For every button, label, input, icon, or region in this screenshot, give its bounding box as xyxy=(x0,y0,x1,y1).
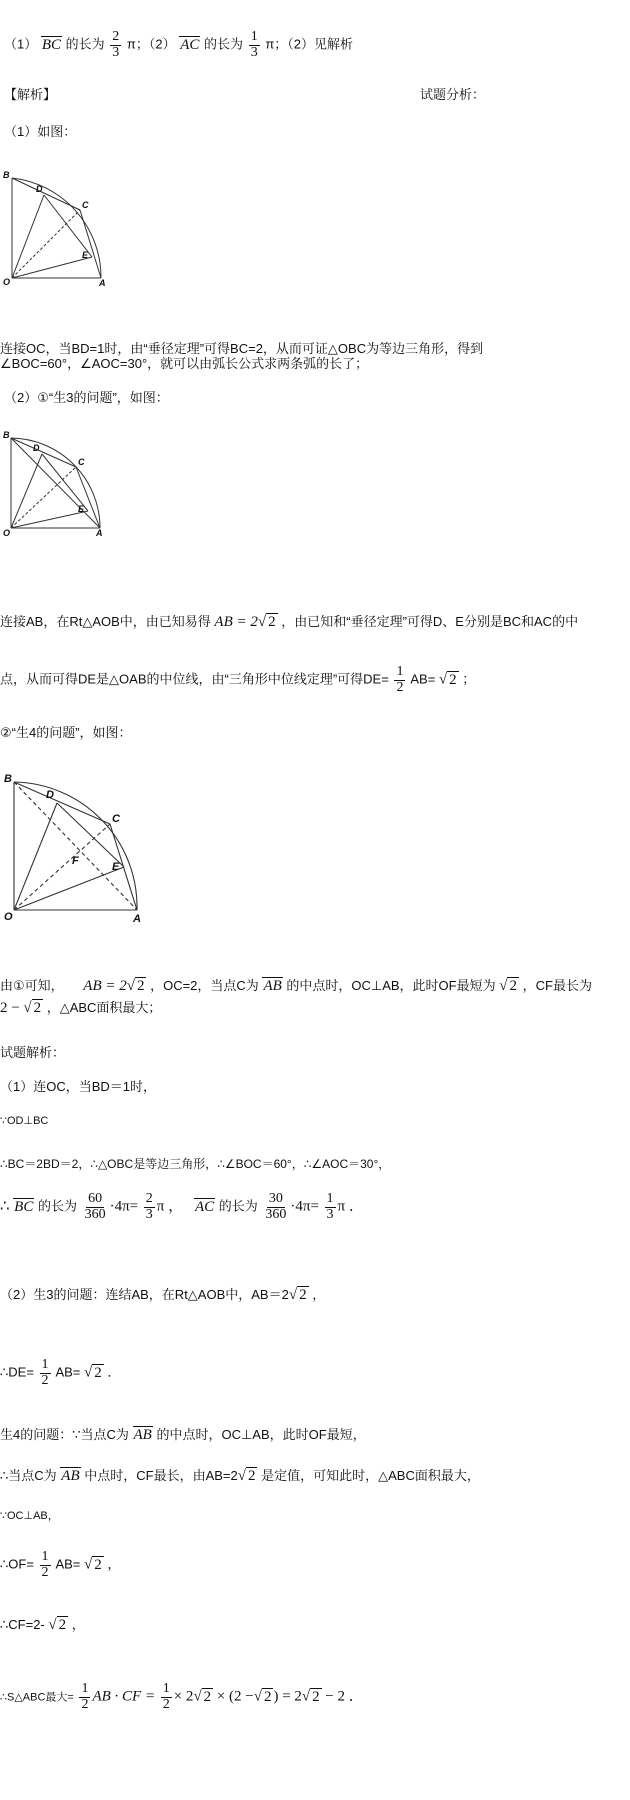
math: 2 − xyxy=(0,1000,20,1016)
part2-intro: （2）①“生3的问题”，如图： xyxy=(4,390,169,405)
math-ab: AB = 2 xyxy=(83,978,127,994)
arc-ac: AC xyxy=(194,1198,215,1215)
math: AB · CF = xyxy=(92,1688,156,1705)
text: 的长为 xyxy=(37,1198,77,1214)
sqrt: √ 2 xyxy=(237,1468,256,1484)
label-b: B xyxy=(3,170,10,180)
frac-num: 1 xyxy=(396,664,404,679)
text: ∴S△ABC最大= xyxy=(0,1691,74,1704)
line-oe xyxy=(14,867,124,910)
frac-num: 60 xyxy=(88,1191,103,1206)
label-o: O xyxy=(3,277,11,287)
frac-den: 3 xyxy=(112,44,120,60)
text: ∴DE= xyxy=(0,1364,34,1380)
line-ca xyxy=(80,210,101,278)
frac-num: 1 xyxy=(326,1191,334,1206)
part3-intro: ②“生4的问题”，如图： xyxy=(0,725,132,740)
radicand: 2 xyxy=(136,978,145,994)
fraction xyxy=(79,1682,90,1712)
fraction xyxy=(161,1682,172,1712)
label-e: E xyxy=(112,861,120,873)
frac-num: 2 xyxy=(145,1191,153,1206)
sol-line-5 xyxy=(0,1284,325,1304)
sol-line-9: ∵OC⊥AB， xyxy=(0,1510,59,1522)
text: ，CF最长为 xyxy=(522,978,592,993)
text: AB= xyxy=(55,1364,81,1380)
radicand: 2 xyxy=(263,1688,272,1705)
sqrt: √ 2 xyxy=(126,978,145,994)
text: ∴OF= xyxy=(0,1556,34,1572)
radicand: 2 xyxy=(312,1688,320,1705)
text: AB= xyxy=(55,1556,81,1572)
frac-num: 1 xyxy=(81,1681,89,1696)
fraction xyxy=(263,1192,288,1222)
line-oc-dashed xyxy=(11,467,76,528)
frac-den: 2 xyxy=(41,1372,49,1388)
text: ． xyxy=(107,1364,121,1380)
answer-line xyxy=(4,30,353,60)
line-bc xyxy=(12,178,80,210)
label-o: O xyxy=(3,528,11,538)
part1-intro: （1）如图： xyxy=(4,124,77,139)
part3-line2 xyxy=(0,997,161,1017)
arc-bc: BC xyxy=(41,36,62,53)
frac-den: 360 xyxy=(265,1206,287,1222)
sol-line-8 xyxy=(0,1465,480,1485)
label-a: A xyxy=(96,528,103,538)
figure-1 xyxy=(0,168,110,288)
arc-ab xyxy=(12,178,101,278)
sol-line-1: （1）连OC，当BD＝1时， xyxy=(0,1079,157,1094)
sqrt: √ 2 xyxy=(253,1688,272,1705)
radicand: 2 xyxy=(203,1688,212,1705)
text: ，△ABC面积最大； xyxy=(46,1000,162,1015)
arc-bc: BC xyxy=(14,1198,34,1215)
radicand: 2 xyxy=(33,1000,42,1016)
label-b: B xyxy=(3,430,10,440)
line-ca xyxy=(76,467,100,528)
math-ab: AB = 2 xyxy=(214,614,258,630)
math: π ， xyxy=(156,1198,184,1215)
math: ·4π= xyxy=(290,1198,319,1215)
part2-line1 xyxy=(0,611,578,631)
answer-text: π；（2）见解析 xyxy=(265,36,354,52)
sqrt: √ 2 xyxy=(288,1287,307,1303)
text: 生4的问题：∵当点C为 xyxy=(0,1427,129,1442)
math: × (2 − xyxy=(216,1688,254,1705)
line-od xyxy=(14,803,57,910)
frac-den: 2 xyxy=(81,1696,89,1712)
part1-line2: ∠BOC=60°，∠AOC=30°，就可以由弧长公式求两条弧的长了； xyxy=(0,356,369,371)
sol-line-7 xyxy=(0,1424,366,1444)
math: × 2 xyxy=(173,1688,194,1705)
sol-line-3: ∴BC＝2BD＝2，∴△OBC是等边三角形，∴∠BOC＝60°，∴∠AOC＝30°， xyxy=(0,1157,391,1171)
math: − 2 ． xyxy=(325,1688,364,1705)
text: 中点时，CF最长，由AB=2 xyxy=(84,1468,238,1483)
radicand: 2 xyxy=(94,1364,102,1381)
text: 点，从而可得DE是△OAB的中位线，由“三角形中位线定理”可得DE= xyxy=(0,671,389,687)
frac-den: 360 xyxy=(84,1206,106,1222)
sol-line-12 xyxy=(0,1682,364,1712)
frac-num: 1 xyxy=(162,1681,170,1696)
analysis-label-2: 试题分析： xyxy=(420,87,486,102)
label-e: E xyxy=(78,504,85,514)
arc-ac: AC xyxy=(180,36,200,53)
line-oc-dashed xyxy=(14,824,110,910)
text: ，OC=2，当点C为 xyxy=(150,978,259,993)
text: 的中点时，OC⊥AB，此时OF最短为 xyxy=(286,978,496,993)
sqrt: √ 2 xyxy=(301,1688,320,1705)
line-ab xyxy=(11,438,100,528)
frac-den: 3 xyxy=(250,44,258,60)
frac-num: 30 xyxy=(268,1191,283,1206)
line-oe xyxy=(11,511,88,528)
arc-ab: AB xyxy=(263,978,282,994)
text: ∴当点C为 xyxy=(0,1468,57,1483)
fraction xyxy=(394,665,405,695)
frac-den: 2 xyxy=(162,1696,170,1712)
part1-line1: 连接OC，当BD=1时，由“垂径定理”可得BC=2，从而可证△OBC为等边三角形，得到 xyxy=(0,341,484,356)
text: ， xyxy=(71,1617,85,1632)
figure-2 xyxy=(0,428,110,540)
label-c: C xyxy=(112,813,120,825)
sol-line-11 xyxy=(0,1614,85,1634)
sqrt: √ 2 xyxy=(84,1556,102,1573)
therefore: ∴ xyxy=(0,1198,10,1215)
text: 的长为 xyxy=(218,1198,258,1214)
radicand: 2 xyxy=(94,1556,102,1573)
solution-label: 试题解析： xyxy=(0,1045,66,1060)
sqrt: √ 2 xyxy=(193,1688,212,1705)
text: ； xyxy=(462,671,476,687)
label-a: A xyxy=(99,278,106,288)
text: 的中点时，OC⊥AB，此时OF最短， xyxy=(156,1427,366,1442)
label-b: B xyxy=(4,773,12,785)
fraction xyxy=(40,1550,51,1580)
sqrt: √ 2 xyxy=(23,1000,42,1016)
text: 是定值，可知此时，△ABC面积最大， xyxy=(261,1468,480,1483)
text: （2）生3的问题：连结AB，在Rt△AOB中，AB＝2 xyxy=(0,1287,289,1302)
text: 连接AB，在Rt△AOB中，由已知易得 xyxy=(0,614,211,629)
answer-text: 的长为 xyxy=(204,36,244,52)
label-e: E xyxy=(82,250,89,260)
arc-ab: AB xyxy=(133,1427,152,1443)
label-a: A xyxy=(133,913,141,925)
fraction xyxy=(325,1192,336,1222)
label-c: C xyxy=(82,200,89,210)
frac-num: 1 xyxy=(41,1357,49,1372)
label-d: D xyxy=(33,443,40,453)
answer-text: 的长为 xyxy=(65,36,105,52)
math: ·4π= xyxy=(109,1198,139,1215)
line-bc xyxy=(11,438,76,467)
sqrt: √ 2 xyxy=(48,1617,67,1633)
frac-den: 2 xyxy=(41,1564,49,1580)
radicand: 2 xyxy=(509,978,517,994)
radicand: 2 xyxy=(247,1468,256,1484)
sqrt: √ 2 xyxy=(257,614,276,630)
text: ，由已知和“垂径定理”可得D、E分别是BC和AC的中 xyxy=(281,614,579,629)
frac-den: 3 xyxy=(326,1206,334,1222)
arc-ab: AB xyxy=(61,1468,80,1484)
frac-num: 1 xyxy=(250,29,258,44)
answer-p1: （1） xyxy=(4,36,38,52)
analysis-label: 【解析】 xyxy=(4,87,57,102)
fraction xyxy=(83,1192,108,1222)
sqrt: √ 2 xyxy=(499,978,517,994)
fraction xyxy=(144,1192,155,1222)
sol-line-2: ∵OD⊥BC xyxy=(0,1115,49,1127)
line-od xyxy=(12,195,44,278)
frac-den: 3 xyxy=(145,1206,153,1222)
radicand: 2 xyxy=(58,1617,67,1633)
fraction xyxy=(40,1358,51,1388)
math: ) = 2 xyxy=(273,1688,302,1705)
radicand: 2 xyxy=(299,1287,307,1303)
radicand: 2 xyxy=(268,614,276,630)
sol-line-6 xyxy=(0,1358,120,1388)
fraction xyxy=(110,30,121,60)
label-d: D xyxy=(46,789,54,801)
line-bc xyxy=(14,782,110,824)
text: ， xyxy=(312,1287,326,1302)
text: ∴CF=2- xyxy=(0,1617,45,1632)
frac-den: 2 xyxy=(396,679,404,695)
line-ab-dashed xyxy=(14,782,137,910)
answer-text: π；（2） xyxy=(126,36,176,52)
part3-line1 xyxy=(0,975,592,995)
line-oc-dashed xyxy=(12,210,80,278)
sqrt: √ 2 xyxy=(438,671,457,688)
frac-num: 1 xyxy=(41,1549,49,1564)
label-c: C xyxy=(78,457,85,467)
sol-line-10 xyxy=(0,1550,120,1580)
text: ， xyxy=(107,1556,121,1572)
part2-line2 xyxy=(0,665,475,695)
figure-3 xyxy=(0,770,150,925)
text: 由①可知， xyxy=(0,978,64,993)
label-d: D xyxy=(36,184,43,194)
frac-num: 2 xyxy=(112,29,120,44)
line-oe xyxy=(12,257,92,278)
math: π ． xyxy=(337,1198,364,1215)
label-o: O xyxy=(4,911,13,923)
label-f: F xyxy=(72,855,79,867)
sqrt: √ 2 xyxy=(84,1364,102,1381)
radicand: 2 xyxy=(449,671,457,688)
text: AB= xyxy=(410,671,436,687)
sol-line-4 xyxy=(0,1192,364,1222)
fraction xyxy=(249,30,260,60)
